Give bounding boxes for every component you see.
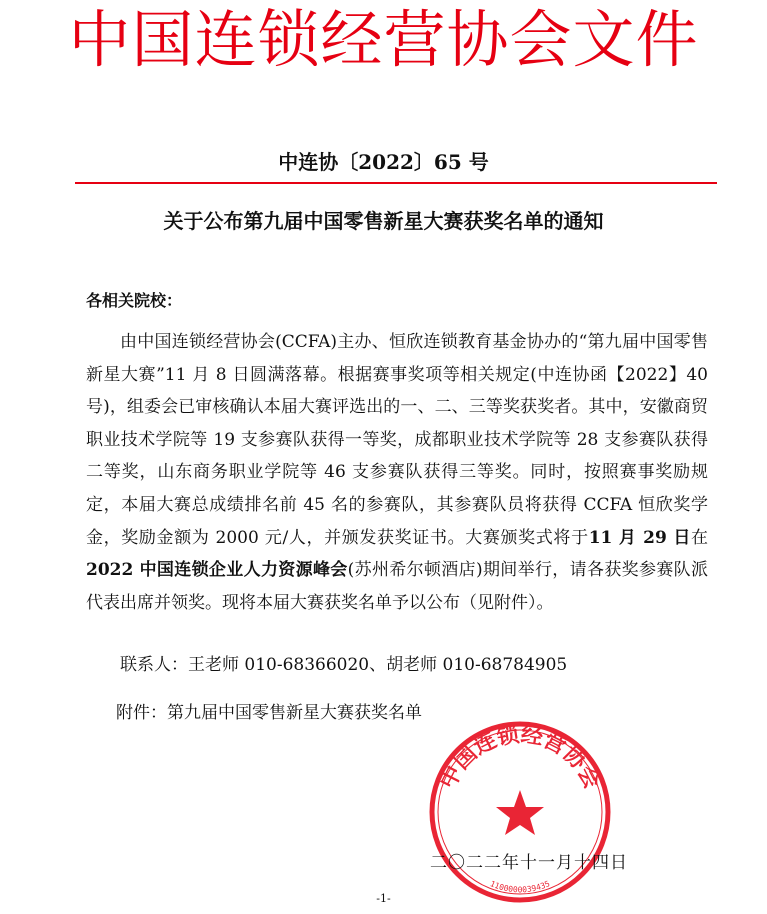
- body-bold-event: 2022 中国连锁企业人力资源峰会: [86, 560, 348, 581]
- header-org-title: 中国连锁经营协会文件: [68, 3, 699, 76]
- document-title: 关于公布第九届中国零售新星大赛获奖名单的通知: [163, 209, 604, 233]
- attachment-line: 附件：第九届中国零售新星大赛获奖名单: [116, 703, 422, 723]
- official-seal-stamp: [426, 718, 614, 906]
- body-text-part3: (苏州希尔顿酒店)期间举行，请各获奖参赛队派代表出席并领奖。现将本届大赛获奖名单予以公布（见附件）。: [86, 560, 709, 613]
- seal-text: 中国连锁经营协会: [435, 722, 605, 793]
- body-text-part2: 在: [691, 527, 708, 548]
- contact-line: 联系人：王老师 010-68366020、胡老师 010-68784905: [120, 655, 568, 675]
- page-number: -1-: [376, 892, 391, 905]
- doc-number: 中连协〔2022〕65 号: [278, 150, 489, 174]
- salutation: 各相关院校：: [86, 291, 183, 310]
- issue-date: 二〇二二年十一月十四日: [430, 853, 628, 873]
- red-divider-line: [75, 182, 717, 184]
- seal-serial: 1100000039435: [488, 879, 552, 895]
- body-bold-date: 11 月 29 日: [588, 527, 691, 548]
- body-text-part1: 由中国连锁经营协会(CCFA)主办、恒欣连锁教育基金协办的“第九届中国零售新星大赛”11 月 8 日圆满落幕。根据赛事奖项等相关规定(中连协函【2022】40 号)，组委会已审核确认本届大赛评选出的一、二、三等奖获奖者。其中，安徽商贸职业技术学院等 19 支参赛队获得一等奖，成都职业技术学院等 28 支参赛队获得二等奖，山东商务职业学院等 46 支参赛队获得三等奖。同时，按照赛事奖励规定，本届大赛总成绩排名前 45 名的参赛队，其参赛队员将获得 CCFA 恒欣奖学金，奖励金额为 2000 元/人，并颁发获奖证书。大赛颁奖式将于: [86, 332, 708, 548]
- star-icon: [496, 790, 544, 835]
- svg-text:中国连锁经营协会: [435, 721, 606, 793]
- body-paragraph: [86, 326, 708, 619]
